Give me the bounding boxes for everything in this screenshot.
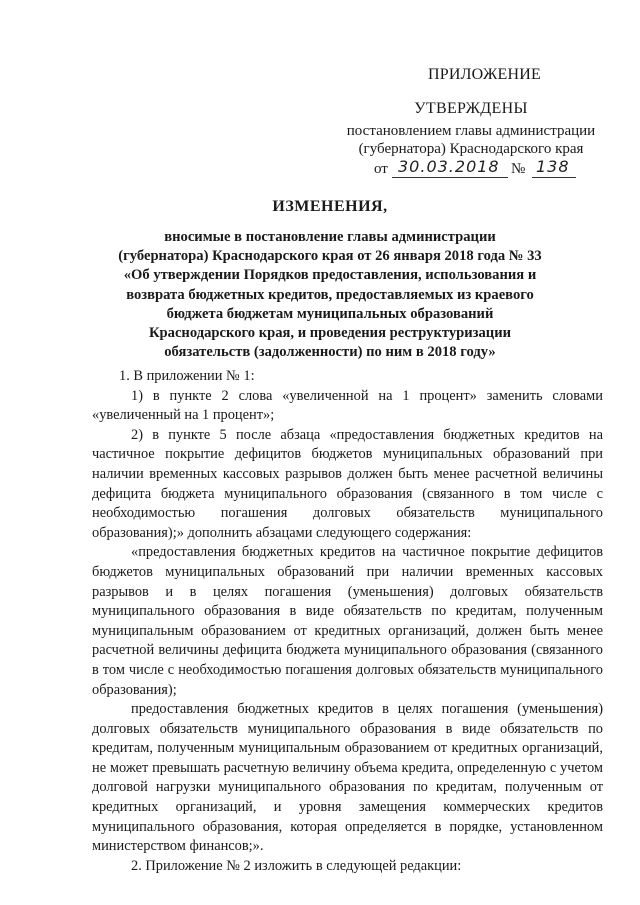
body-paragraph: 1) в пункте 2 слова «увеличенной на 1 процент» заменить словами «увеличенный на 1 процент»; xyxy=(92,387,603,424)
title-line: «Об утверждении Порядков предоставления, использования и xyxy=(123,267,537,284)
body-paragraph: 1. В приложении № 1: xyxy=(119,368,255,384)
title-line: бюджета бюджетам муниципальных образований xyxy=(166,305,494,322)
date-prefix: от xyxy=(374,161,388,177)
title-line: вносимые в постановление главы администрации xyxy=(164,229,496,245)
date-number-line xyxy=(340,157,602,180)
body-paragraph: 2. Приложение № 2 изложить в следующей редакции: xyxy=(131,857,462,874)
body-paragraph: «предоставления бюджетных кредитов на частичное покрытие дефицитов бюджетов муниципальных образований при наличии временных кассовых разрывов и в целях погашения (уменьшения) долговых обязательств муниципального образования в виде обязательств по кредитам, полученным муниципальным образованием от кредитных организаций, должен быть менее расчетной величины дефицита бюджета муниципального образования (связанного в том числе с необходимостью погашения долговых обязательств муниципального образования); xyxy=(92,544,603,698)
approval-block xyxy=(340,100,602,180)
title-line: возврата бюджетных кредитов, предоставляемых из краевого xyxy=(126,286,534,303)
title-line: Краснодарского края, и проведения реструктуризации xyxy=(148,325,512,342)
handwritten-date: 30.03.2018 xyxy=(398,157,500,176)
document-title: ИЗМЕНЕНИЯ, xyxy=(272,198,388,215)
number-prefix: № xyxy=(511,161,526,177)
body-paragraph: 2) в пункте 5 после абзаца «предоставления бюджетных кредитов на частичное покрытие дефицитов бюджетов муниципальных образований при наличии временных кассовых разрывов должен быть менее расчетной величины дефицита бюджета муниципального образования (связанного в том числе с необходимостью погашения долговых обязательств муниципального образования);» дополнить абзацами следующего содержания: xyxy=(92,426,603,541)
approved-label: УТВЕРЖДЕНЫ xyxy=(414,100,528,117)
title-line: (губернатора) Краснодарского края от 26 января 2018 года № 33 xyxy=(118,248,542,265)
title-line: обязательств (задолженности) по ним в 2018 году» xyxy=(164,344,496,361)
document-body xyxy=(92,367,603,876)
appendix-label: ПРИЛОЖЕНИЕ xyxy=(428,66,542,83)
body-paragraph: предоставления бюджетных кредитов в целях погашения (уменьшения) долговых обязательств муниципального образования в виде обязательств по кредитам, полученным муниципальным образованием от кредитных организаций, не может превышать расчетную величину объема кредита, определенную с учетом долговой нагрузки муниципального образования по кредитам, полученным от кредитных организаций, и уровня замещения коммерческих кредитов муниципального образования, которая определяется в порядке, установленном министерством финансов;». xyxy=(92,701,603,855)
handwritten-number: 138 xyxy=(536,157,570,176)
approved-by-line-2: (губернатора) Краснодарского края xyxy=(358,141,584,157)
number-underline xyxy=(532,177,576,178)
date-underline xyxy=(392,177,508,178)
approved-by-line-1: постановлением главы администрации xyxy=(346,123,596,139)
title-block xyxy=(60,198,600,362)
